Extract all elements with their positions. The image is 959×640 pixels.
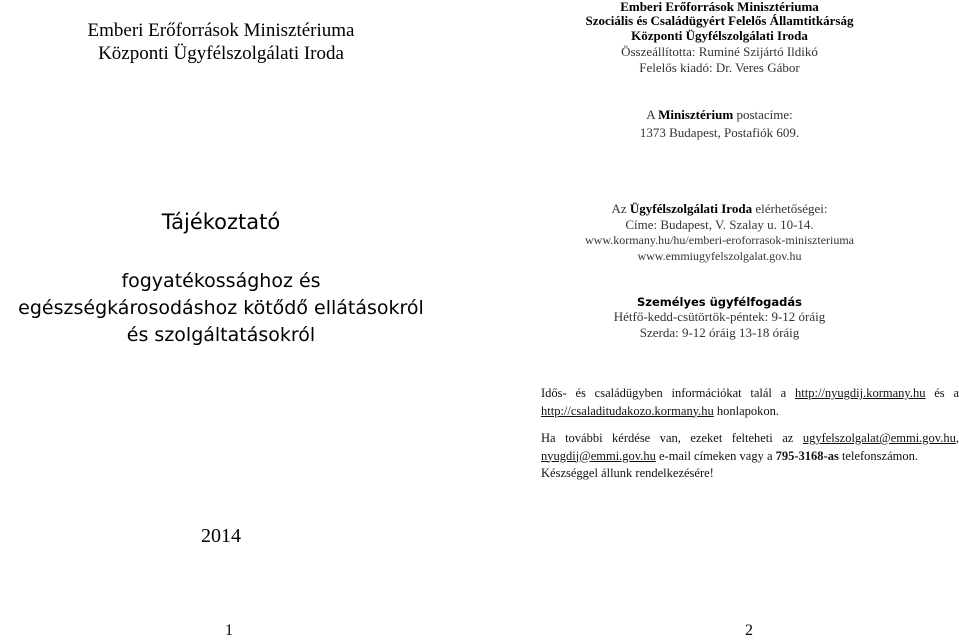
- postal-label: A Minisztérium postacíme:: [646, 107, 793, 122]
- postal-address: 1373 Budapest, Postafiók 609.: [639, 125, 800, 140]
- contacts-label: Az Ügyfélszolgálati Iroda elérhetőségei:: [611, 201, 828, 216]
- reception-hours-2: Szerda: 9-12 óráig 13-18 óráig: [639, 325, 800, 340]
- page-number-left: 1: [225, 622, 233, 639]
- service-website-link[interactable]: www.emmiugyfelszolgalat.gov.hu: [637, 249, 802, 263]
- header-secretariat: Szociális és Családügyért Felelős Államtitkárság: [585, 13, 854, 28]
- header-office: Központi Ügyfélszolgálati Iroda: [631, 28, 808, 43]
- reception-hours-1: Hétfő-kedd-csütörtök-péntek: 9-12 óráig: [613, 309, 826, 324]
- document-title: Tájékoztató: [161, 210, 281, 234]
- org-name-line1: Emberi Erőforrások Minisztériuma: [87, 20, 355, 41]
- header-ministry: Emberi Erőforrások Minisztériuma: [620, 0, 819, 14]
- document-subtitle-line2: egészségkárosodáshoz kötődő ellátásokról: [18, 297, 424, 319]
- right-page: [480, 0, 959, 639]
- page-number-right: 2: [745, 622, 753, 639]
- compiled-by: Összeállította: Ruminé Szijártó Ildikó: [621, 44, 818, 59]
- csaladitudakozo-link[interactable]: http://csaladitudakozo.kormany.hu: [541, 403, 714, 418]
- document-subtitle-line3: és szolgáltatásokról: [126, 324, 316, 346]
- phone-number: 795-3168-as: [775, 448, 839, 463]
- left-page: [0, 0, 480, 639]
- email-link-nyugdij[interactable]: nyugdij@emmi.gov.hu: [541, 448, 656, 463]
- email-link-ugyfelszolgalat[interactable]: ugyfelszolgalat@emmi.gov.hu: [802, 431, 956, 445]
- ministry-website-link[interactable]: www.kormany.hu/hu/emberi-eroforrasok-miniszteriuma: [584, 233, 855, 247]
- document-subtitle-line1: fogyatékossághoz és: [121, 270, 321, 292]
- office-address: Címe: Budapest, V. Szalay u. 10-14.: [625, 217, 814, 232]
- org-name-line2: Központi Ügyfélszolgálati Iroda: [98, 43, 344, 64]
- reception-title: Személyes ügyfélfogadás: [636, 295, 803, 309]
- publication-year: 2014: [201, 525, 241, 547]
- info-paragraph: Idős- és családügyben információkat talál a http://nyugdij.kormany.hu és a http://csaladitudakozo.kormany.hu honlapokon.: [541, 386, 959, 418]
- closing-line: Készséggel állunk rendelkezésére!: [541, 466, 714, 480]
- contact-paragraph: Ha további kérdése van, ezeket felteheti az ugyfelszolgalat@emmi.gov.hu, nyugdij@emmi.gov.hu e-mail címeken vagy a 795-3168-as telefonszámon. Készséggel állunk rendelkezésére!: [541, 431, 959, 480]
- nyugdij-link[interactable]: http://nyugdij.kormany.hu: [795, 386, 926, 400]
- publisher: Felelős kiadó: Dr. Veres Gábor: [639, 60, 800, 75]
